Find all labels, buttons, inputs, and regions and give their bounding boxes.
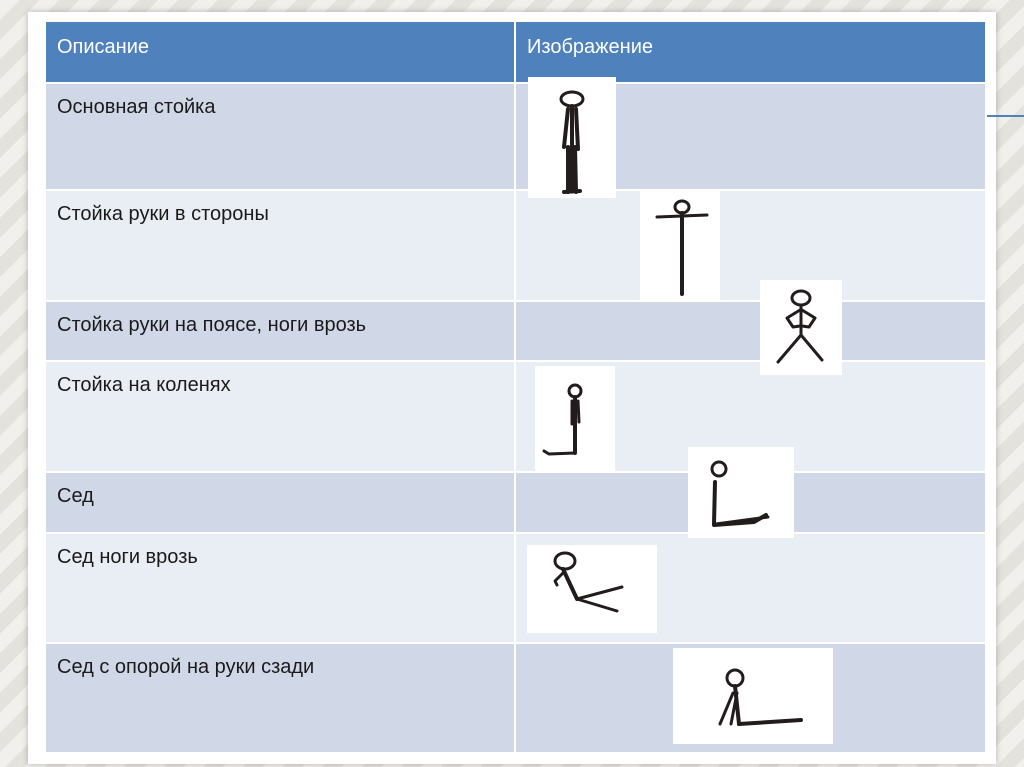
row-image-cell — [515, 190, 986, 301]
table-row — [45, 83, 986, 190]
table-row — [45, 472, 986, 533]
row-image-cell — [515, 472, 986, 533]
table-header-row — [45, 21, 986, 83]
row-image-cell — [515, 301, 986, 361]
header-image: Изображение — [515, 21, 986, 83]
row-description: Стойка руки на поясе, ноги врозь — [45, 301, 515, 361]
header-description: Описание — [45, 21, 515, 83]
row-description: Основная стойка — [45, 83, 515, 190]
table-row — [45, 533, 986, 643]
row-image-cell — [515, 643, 986, 753]
row-description: Сед — [45, 472, 515, 533]
row-description: Сед с опорой на руки сзади — [45, 643, 515, 753]
row-image-cell — [515, 533, 986, 643]
row-image-cell — [515, 83, 986, 190]
row-image-cell — [515, 361, 986, 472]
table-row — [45, 643, 986, 753]
table-row — [45, 361, 986, 472]
exercise-table — [44, 20, 987, 754]
table-row — [45, 190, 986, 301]
row-description: Сед ноги врозь — [45, 533, 515, 643]
row-description: Стойка на коленях — [45, 361, 515, 472]
row-description: Стойка руки в стороны — [45, 190, 515, 301]
table-row — [45, 301, 986, 361]
decorative-line — [982, 115, 1024, 117]
